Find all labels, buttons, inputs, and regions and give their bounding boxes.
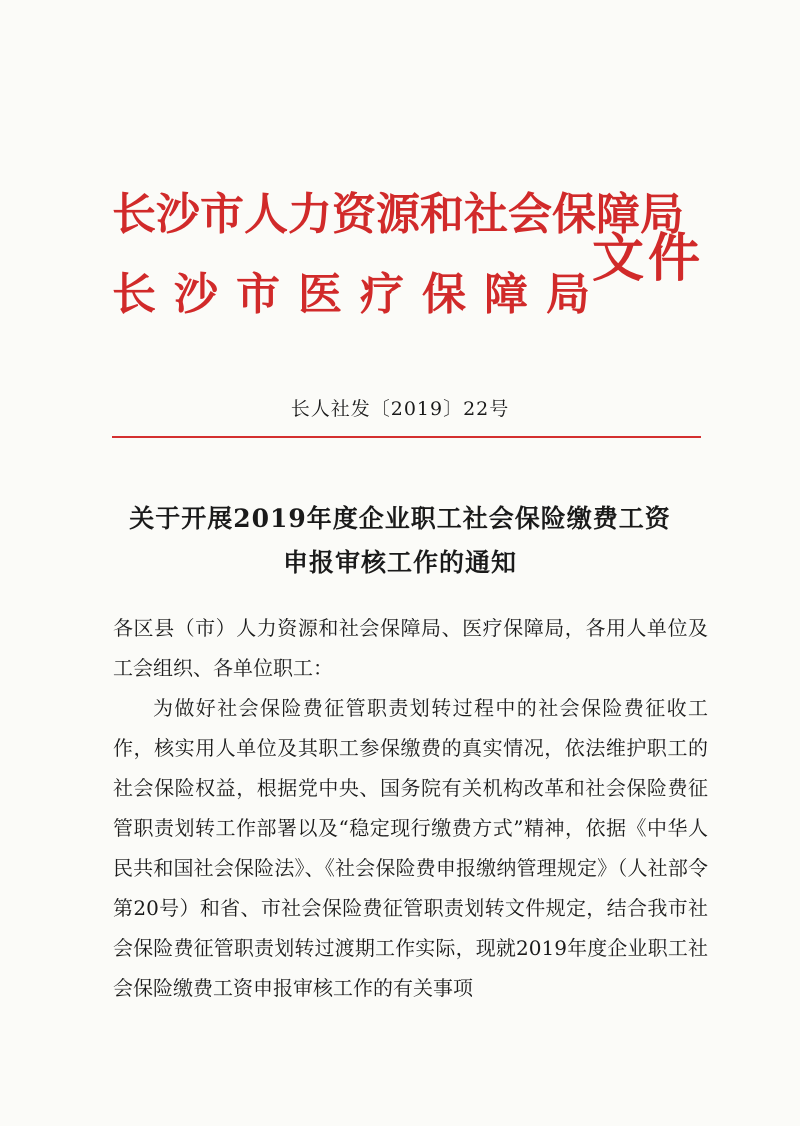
document-body (113, 608, 708, 1008)
title-line-2: 申报审核工作的通知 (282, 548, 517, 577)
agency-name-medical: 长沙市医疗保障局 (112, 269, 608, 320)
salutation: 各区县（市）人力资源和社会保障局、医疗保障局，各用人单位及工会组织、各单位职工： (113, 616, 708, 680)
document-header (112, 178, 712, 348)
document-title (100, 497, 700, 585)
document-number: 长人社发〔2019〕22号 (290, 398, 510, 420)
body-paragraph-1: 为做好社会保险费征管职责划转过程中的社会保险费征收工作，核实用人单位及其职工参保缴费的真实情况，依法维护职工的社会保险权益，根据党中央、国务院有关机构改革和社会保险费征管职责划转工作部署以及“稳定现行缴费方式”精神，依据《中华人民共和国社会保险法》、《社会保险费申报缴纳管理规定》（人社部令第20号）和省、市社会保险费征管职责划转文件规定，结合我市社会保险费征管职责划转过渡期工作实际，现就2019年度企业职工社会保险缴费工资申报审核工作的有关事项 (113, 696, 708, 1000)
document-type-label: 文件 (592, 229, 705, 289)
title-line-1: 关于开展2019年度企业职工社会保险缴费工资 (129, 504, 671, 533)
red-divider-line (112, 436, 701, 438)
agency-name-hrss: 长沙市人力资源和社会保障局 (112, 189, 684, 240)
